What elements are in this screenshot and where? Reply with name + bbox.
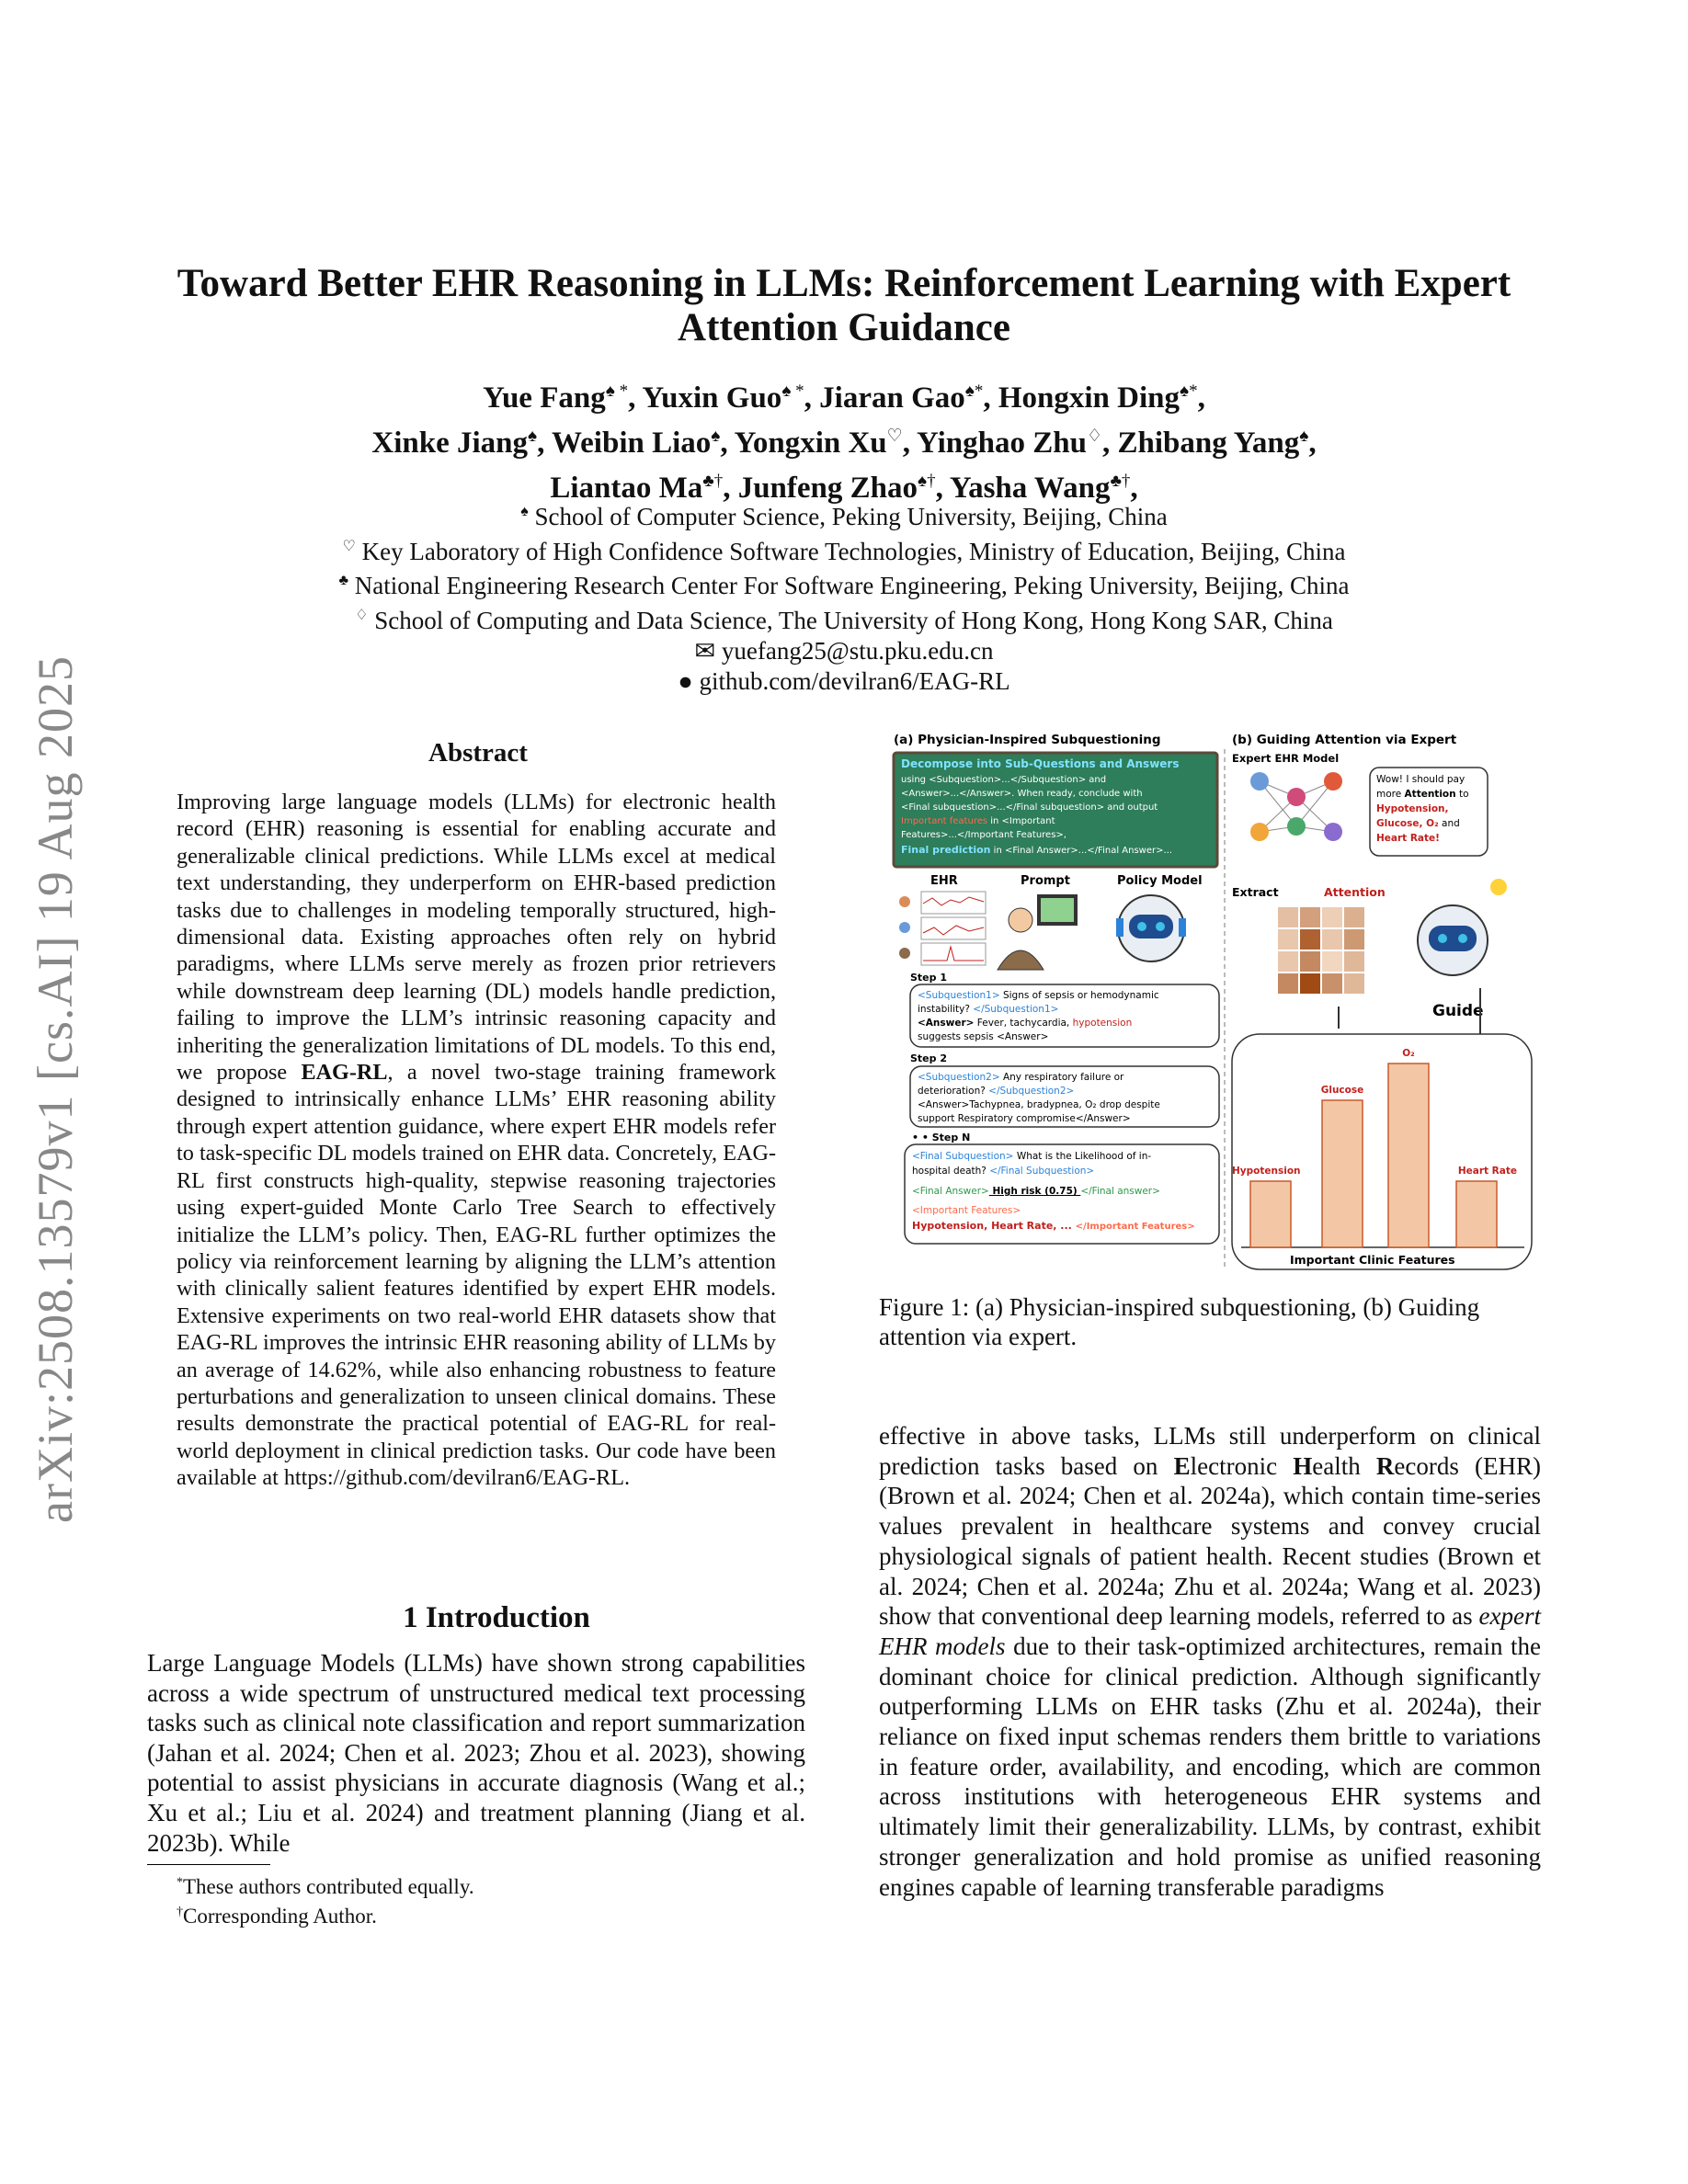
heatmap-cell — [1344, 907, 1364, 927]
paper-title: Toward Better EHR Reasoning in LLMs: Reinforcement Learning with Expert Attention Guidance — [177, 262, 1511, 349]
author-name: Hongxin Ding — [998, 381, 1180, 415]
author-mark: ♠* — [964, 381, 984, 401]
author-list: Yue Fang♠ *, Yuxin Guo♠ *, Jiaran Gao♠*, Hongxin Ding♠*, Xinke Jiang♠, Weibin Liao♠, Yongxin Xu♡, Yinghao Zhu♢, Zhibang Yang♠, Liantao Ma♣†, Junfeng Zhao♠†, Yasha Wang♣†, — [371, 381, 1317, 505]
intro-heading: 1 Introduction — [403, 1601, 590, 1634]
svg-text:Glucose, O₂ and: Glucose, O₂ and — [1376, 818, 1460, 829]
svg-text:<Answer> Fever, tachycardia, h: <Answer> Fever, tachycardia, hypotension — [918, 1018, 1133, 1029]
attention-heatmap — [1278, 907, 1364, 994]
feature-bar-label: Heart Rate — [1457, 1166, 1517, 1177]
author-name: Zhibang Yang — [1117, 427, 1300, 460]
footnote-corresponding: †Corresponding Author. — [177, 1905, 377, 1928]
heatmap-cell — [1300, 907, 1320, 927]
mail-icon: ✉ — [694, 636, 716, 665]
step1-label: Step 1 — [910, 972, 947, 984]
author-mark: ♠ — [527, 427, 538, 446]
stepN-box — [905, 1144, 1219, 1244]
intro-body: Large Language Models (LLMs) have shown strong capabilities across a wide spectrum of unstructured medical text processing tasks such as clinical note classification and report summarization (Jahan et al. 2024; Chen et al. 2023; Zhou et al. 2023), showing potential to assist physicians in accurate diagnosis (Wang et al.; Xu et al.; Liu et al. 2024) and treatment planning (Jiang et al. 2023b). While — [147, 1649, 805, 1857]
svg-text:Hypotension, Heart Rate, ... <: Hypotension, Heart Rate, ... </Important Features> — [912, 1220, 1195, 1232]
heatmap-cell — [1344, 951, 1364, 972]
panel-a-title: (a) Physician-Inspired Subquestioning — [894, 733, 1161, 747]
author-name: Yongxin Xu — [734, 427, 887, 460]
figure-1 — [892, 731, 1535, 1273]
heatmap-cell — [1278, 929, 1298, 950]
heatmap-cell — [1322, 929, 1342, 950]
attention-label: Attention — [1324, 885, 1386, 899]
author-mark: ♠ * — [605, 381, 629, 401]
arxiv-stamp: arXiv:2508.13579v1 [cs.AI] 19 Aug 2025 — [28, 655, 83, 1523]
robot-icon-b — [1418, 879, 1507, 975]
svg-text:Heart Rate!: Heart Rate! — [1376, 833, 1440, 844]
svg-text:Final prediction in <Final Ans: Final prediction in <Final Answer>...</Final Answer>... — [901, 844, 1173, 856]
feature-bar-label: Hypotension — [1232, 1166, 1301, 1177]
heatmap-cell — [1300, 929, 1320, 950]
label-policy: Policy Model — [1117, 874, 1203, 888]
robot-icon — [1116, 895, 1186, 961]
heatmap-cell — [1278, 951, 1298, 972]
author-mark: ♠ — [711, 427, 721, 446]
heatmap-cell — [1344, 929, 1364, 950]
svg-text:more Attention to: more Attention to — [1376, 789, 1469, 800]
feature-bar-label: O₂ — [1402, 1048, 1415, 1059]
heatmap-cell — [1322, 951, 1342, 972]
author-mark: ♣† — [1110, 472, 1131, 491]
svg-text:Wow! I should pay: Wow! I should pay — [1376, 774, 1466, 785]
affiliation-line: ♡ Key Laboratory of High Confidence Software Technologies, Ministry of Education, Beijing, China — [342, 537, 1346, 565]
right-column-body: effective in above tasks, LLMs still underperform on clinical prediction tasks based on Electronic Health Records (EHR) (Brown et al. 2024; Chen et al. 2024a), which contain time-series values prevalent in healthcare systems and convey crucial physiological signals of patient health. Recent studies (Brown et al. 2024; Chen et al. 2024a; Zhu et al. 2024a; Wang et al. 2023) show that conventional deep learning models, referred to as expert EHR models due to their task-optimized architectures, remain the dominant choice for clinical prediction. Although significantly outperforming LLMs on EHR tasks (Zhu et al. 2024a), their reliance on fixed input schemas renders them brittle to variations in feature order, availability, and encoding, which are common across institutions with heterogeneous EHR systems and ultimately limit their generalizability. LLMs, by contrast, exhibit stronger generalization and hold promise as unified reasoning engines capable of learning transferable paradigms — [879, 1422, 1541, 1901]
svg-text:deterioration? </Subquestion2>: deterioration? </Subquestion2> — [918, 1086, 1075, 1097]
abstract-body: Improving large language models (LLMs) for electronic health record (EHR) reasoning is essential for enabling accurate and generalizable clinical predictions. While LLMs excel at medical text understanding, they underperform on EHR-based prediction tasks due to challenges in modeling temporally structured, high-dimensional data. Existing approaches often rely on hybrid paradigms, where LLMs serve merely as frozen prior retrievers while downstream deep learning (DL) models handle prediction, failing to improve the LLM’s intrinsic reasoning capacity and inheriting the generalization limitations of DL models. To this end, we propose EAG-RL, a novel two-stage training framework designed to intrinsically enhance LLMs’ EHR reasoning ability through expert attention guidance, where expert EHR models refer to task-specific DL models trained on EHR data. Concretely, EAG-RL first constructs high-quality, stepwise reasoning trajectories using expert-guided Monte Carlo Tree Search to effectively initialize the LLM’s policy. Then, EAG-RL further optimizes the policy via reinforcement learning by aligning the LLM’s attention with clinically salient features identified by expert EHR models. Extensive experiments on two real-world EHR datasets show that EAG-RL improves the intrinsic EHR reasoning ability of LLMs by an average of 14.62%, while also enhancing robustness to feature perturbations and generalization to unseen clinical domains. These results demonstrate the practical potential of EAG-RL for real-world deployment in clinical prediction tasks. Our code have been available at https://github.com/devilran6/EAG-RL. — [177, 790, 777, 1491]
svg-text:<Final Answer> High risk (0.75: <Final Answer> High risk (0.75) </Final answer> — [912, 1186, 1160, 1197]
ehr-charts-icon — [899, 892, 986, 965]
author-name: Weibin Liao — [551, 427, 712, 460]
footnote-rule — [147, 1864, 270, 1865]
author-mark: ♠ * — [781, 381, 804, 401]
github-line: ● github.com/devilran6/EAG-RL — [678, 666, 1010, 695]
svg-text:<Subquestion1> Signs of sepsis: <Subquestion1> Signs of sepsis or hemodynamic — [918, 990, 1159, 1001]
author-name: Jiaran Gao — [819, 381, 965, 415]
author-mark: ♠ — [1299, 427, 1309, 446]
author-name: Yinghao Zhu — [916, 427, 1087, 460]
heatmap-cell — [1300, 951, 1320, 972]
svg-text:Important features in <Importa: Important features in <Important — [901, 816, 1055, 826]
heatmap-cell — [1278, 907, 1298, 927]
svg-text:using <Subquestion>...</Subque: using <Subquestion>...</Subquestion> and — [901, 775, 1107, 785]
step2-box — [910, 1066, 1219, 1127]
author-name: Junfeng Zhao — [737, 472, 918, 505]
feature-bar — [1250, 1181, 1291, 1247]
svg-text:<Answer>Tachypnea, bradypnea,: <Answer>Tachypnea, bradypnea, O₂ drop despite — [918, 1099, 1160, 1110]
stepN-label: • • Step N — [912, 1132, 971, 1143]
expert-network-icon — [1250, 772, 1342, 841]
extract-label: Extract — [1232, 885, 1279, 899]
heatmap-cell — [1344, 973, 1364, 994]
svg-text:support Respiratory compromise: support Respiratory compromise</Answer> — [918, 1113, 1131, 1124]
feature-bar — [1456, 1181, 1497, 1247]
guide-label: Guide — [1432, 1002, 1484, 1020]
heatmap-cell — [1278, 973, 1298, 994]
svg-text:Hypotension,: Hypotension, — [1376, 803, 1449, 814]
author-mark: ♠† — [918, 472, 936, 491]
svg-text:instability? </Subquestion1>: instability? </Subquestion1> — [918, 1004, 1059, 1015]
author-name: Yuxin Guo — [642, 381, 782, 415]
affiliation-line: ♣ National Engineering Research Center For Software Engineering, Peking University, Beijing, China — [338, 572, 1350, 600]
affiliation-line: ♢ School of Computing and Data Science, The University of Hong Kong, Hong Kong SAR, China — [355, 607, 1333, 635]
step1-box — [910, 984, 1219, 1047]
author-mark: ♠* — [1180, 381, 1198, 401]
panel-b-title: (b) Guiding Attention via Expert — [1232, 733, 1457, 747]
prompt-board — [894, 753, 1217, 867]
svg-text:Decompose into Sub-Questions a: Decompose into Sub-Questions and Answers — [901, 757, 1180, 770]
affiliations — [129, 497, 1559, 696]
figure-caption: Figure 1: (a) Physician-inspired subquestioning, (b) Guiding attention via expert. — [879, 1293, 1480, 1351]
author-name: Yue Fang — [483, 381, 606, 415]
label-ehr: EHR — [930, 874, 958, 888]
email-line: ✉ yuefang25@stu.pku.edu.cn — [694, 636, 994, 665]
author-name: Liantao Ma — [550, 472, 703, 505]
abstract-heading: Abstract — [428, 738, 528, 768]
author-mark: ♣† — [702, 472, 724, 491]
footnote-equal: *These authors contributed equally. — [177, 1875, 474, 1898]
label-prompt: Prompt — [1021, 874, 1070, 888]
bars-caption: Important Clinic Features — [1290, 1253, 1455, 1267]
author-mark: ♡ — [886, 427, 903, 446]
svg-text:Features>...</Important Featur: Features>...</Important Features>, — [901, 830, 1066, 840]
feature-bar-label: Glucose — [1320, 1085, 1364, 1096]
svg-text:<Final Subquestion> What is t: <Final Subquestion> What is the Likelihood of in- — [912, 1151, 1152, 1162]
affiliation-line: ♠ School of Computer Science, Peking University, Beijing, China — [520, 503, 1168, 530]
heatmap-cell — [1322, 973, 1342, 994]
svg-text:suggests sepsis <Answer>: suggests sepsis <Answer> — [918, 1031, 1049, 1042]
heatmap-cell — [1300, 973, 1320, 994]
author-mark: ♢ — [1086, 427, 1102, 446]
step2-label: Step 2 — [910, 1052, 947, 1064]
feature-bar — [1322, 1100, 1363, 1247]
svg-text:<Important Features>: <Important Features> — [912, 1205, 1021, 1216]
author-name: Xinke Jiang — [371, 427, 528, 460]
github-icon: ● — [678, 666, 693, 695]
expert-label: Expert EHR Model — [1232, 752, 1340, 765]
speech-bubble — [1370, 768, 1488, 856]
svg-text:<Subquestion2> Any respiratory: <Subquestion2> Any respiratory failure or — [918, 1072, 1124, 1083]
svg-text:<Final subquestion>...</Final: <Final subquestion>...</Final subquestion> and output — [901, 802, 1158, 813]
feature-bar — [1388, 1064, 1429, 1247]
svg-text:hospital death? </Final Subqu: hospital death? </Final Subquestion> — [912, 1166, 1095, 1177]
heatmap-cell — [1322, 907, 1342, 927]
doctor-icon — [998, 894, 1078, 970]
author-name: Yasha Wang — [949, 472, 1111, 505]
svg-text:<Answer>...</Answer>. When rea: <Answer>...</Answer>. When ready, conclude with — [901, 789, 1143, 799]
